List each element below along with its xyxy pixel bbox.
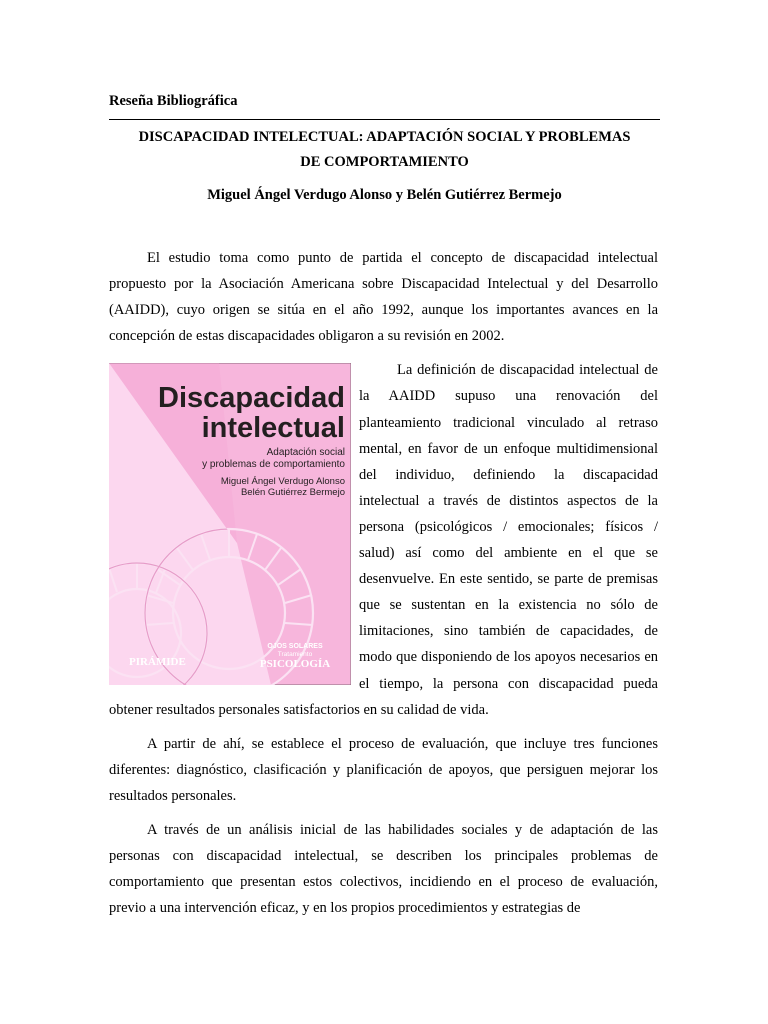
review-title-line-1: DISCAPACIDAD INTELECTUAL: ADAPTACIÓN SOCIAL Y PROBLEMAS (138, 129, 631, 145)
book-cover-image (109, 363, 351, 685)
cover-author-line-2: Belén Gutiérrez Bermejo (240, 487, 345, 499)
cover-author-line-1: Miguel Ángel Verdugo Alonso (220, 476, 345, 488)
cover-publisher: PIRÁMIDE (129, 656, 186, 669)
review-authors: Miguel Ángel Verdugo Alonso y Belén Gutiérrez Bermejo (207, 187, 562, 203)
paragraph-2: La definición de discapacidad intelectual de la AAIDD supuso una renovación del planteamiento tradicional vinculado al retraso mental, en favor de un enfoque multidimensional del individuo, definiendo la discapacidad intelectual a través de distintos aspectos de la persona (psicológicos / emocionales; físicos / salud) así como del ambiente en el que se desenvuelve. En este sentido, se parte de premisas que se sustentan en la existencia no sólo de limitaciones, sino también de capacidades, de modo que disponiendo de los apoyos necesarios en el tiempo, la persona con discapacidad pueda obtener resultados personales satisfactorios en su calidad de vida. (109, 362, 658, 718)
review-title (109, 125, 660, 175)
cover-collection-line-1: OJOS SOLARES (267, 643, 323, 651)
paragraph-1: El estudio toma como punto de partida el concepto de discapacidad intelectual propuesto por la Asociación Americana sobre Discapacidad Intelectual y del Desarrollo (AAIDD), cuyo origen se sitúa en el año 1992, aunque los importantes avances en la concepción de estas discapacidades obligaron a su revisión en 2002. (109, 250, 658, 345)
header-rule (109, 119, 660, 120)
cover-subtitle-line-2: y problemas de comportamiento (202, 459, 345, 471)
paragraph-4: A través de un análisis inicial de las habilidades sociales y de adaptación de las personas con discapacidad intelectual, se describen los principales problemas de comportamiento que presentan estos colectivos, incidiendo en el proceso de evaluación, previo a una intervención eficaz, y en los propios procedimientos y estrategias de (109, 821, 658, 917)
cover-title-line-2: intelectual (201, 412, 345, 445)
cover-subtitle-line-1: Adaptación social (266, 447, 345, 459)
cover-title-line-1: Discapacidad (158, 382, 345, 415)
section-label: Reseña Bibliográfica (109, 93, 238, 109)
cover-collection-line-2: Tratamiento (277, 651, 313, 659)
cover-series: PSICOLOGÍA (259, 658, 331, 671)
review-title-line-2: DE COMPORTAMIENTO (300, 154, 469, 170)
paragraph-3: A partir de ahí, se establece el proceso de evaluación, que incluye tres funciones diferentes: diagnóstico, clasificación y planificación de apoyos, que persiguen mejorar los resultados personales. (109, 735, 658, 804)
review-body (109, 245, 658, 929)
